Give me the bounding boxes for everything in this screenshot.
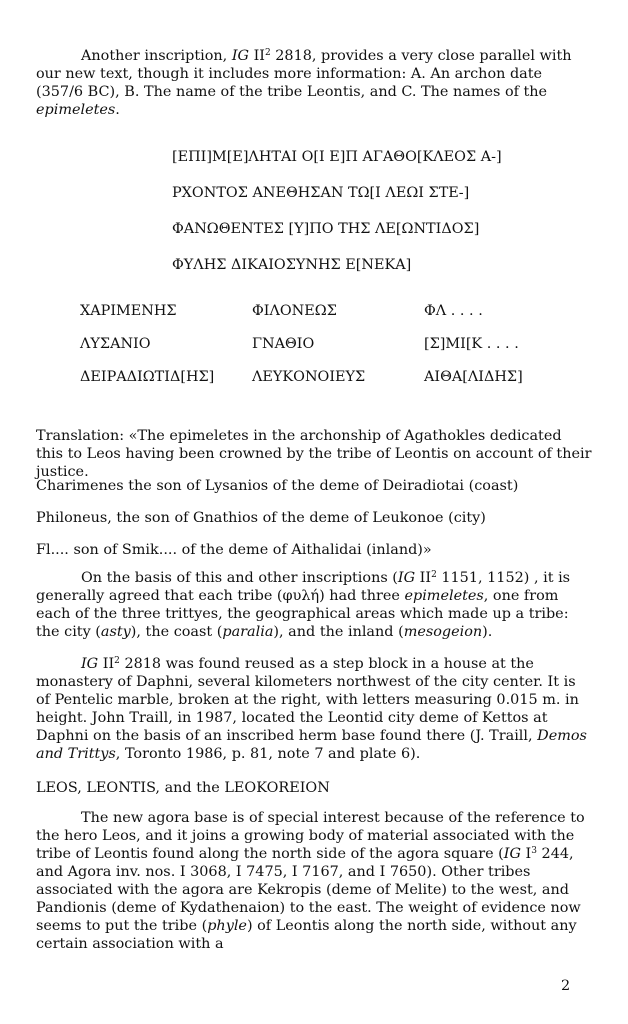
- names-column-3: [424, 302, 523, 386]
- section-heading: LEOS, LEONTIS, and the LEOKOREION: [36, 780, 330, 796]
- greek-inscription: [172, 148, 502, 274]
- greek-name: ΛΕΥΚΟΝΟΙΕΥΣ: [252, 369, 366, 385]
- translation-line: Philoneus, the son of Gnathios of the deme of Leukonoe (city): [36, 510, 486, 526]
- greek-line: [ΕΠΙ]Μ[Ε]ΛΗΤΑΙ Ο[Ι Ε]Π ΑΓΑΘΟ[ΚΛΕΟΣ Α-]: [172, 149, 502, 165]
- greek-name: ΓΝΑΘΙΟ: [252, 336, 315, 352]
- greek-name: ΦΙΛΟΝΕΩΣ: [252, 303, 337, 319]
- intro-paragraph: Another inscription, IG $II^2$ 2818, provides a very close parallel with our new text, though it includes more information: A. An archon date (357/6 BC), B. The name of the tribe Leontis, and C. The names of the epimeletes.: [36, 48, 572, 118]
- body-paragraph-1: On the basis of this and other inscriptions (IG $II^2$ 1151, 1152) , it is generally agreed that each tribe (φυλή) had three epimeletes, one from each of the three trittyes, the geographical areas which made up a tribe: the city (asty), the coast (paralia), and the inland (mesogeion).: [36, 570, 571, 640]
- translation-paragraph: Translation: «The epimeletes in the archonship of Agathokles dedicated this to Leos having been crowned by the tribe of Leontis on account of their justice.: [36, 428, 592, 480]
- greek-name: ΧΑΡΙΜΕΝΗΣ: [80, 303, 177, 319]
- greek-name: ΛΥΣΑΝΙΟ: [80, 336, 151, 352]
- names-column-2: [252, 302, 365, 386]
- names-column-1: [80, 302, 214, 386]
- greek-line: ΦΑΝΩΘΕΝΤΕΣ [Υ]ΠΟ ΤΗΣ ΛΕ[ΩΝΤΙΔΟΣ]: [172, 221, 480, 237]
- greek-name: ΔΕΙΡΑΔΙΩΤΙΔ[ΗΣ]: [80, 369, 215, 385]
- greek-name: [Σ]ΜΙ[Κ . . . .: [424, 336, 519, 352]
- greek-name: ΑΙΘΑ[ΛΙΔΗΣ]: [424, 369, 523, 385]
- greek-name: ΦΛ . . . .: [424, 303, 483, 319]
- body-paragraph-2: IG $II^2$ 2818 was found reused as a step block in a house at the monastery of Daphni, several kilometers northwest of the city center. It is of Pentelic marble, broken at the right, with letters measuring 0.015 m. in height. John Traill, in 1987, located the Leontid city deme of Kettos at Daphni on the basis of an inscribed herm base found there (J. Traill, Demos and Trittys, Toronto 1986, p. 81, note 7 and plate 6).: [36, 656, 587, 762]
- body-paragraph-3: The new agora base is of special interest because of the reference to the hero Leos, and it joins a growing body of material associated with the tribe of Leontis found along the north side of the agora square (IG $I^3$ 244, and Agora inv. nos. I 3068, I 7475, I 7167, and I 7650). Other tribes associated with the agora are Kekropis (deme of Melite) to the west, and Pandionis (deme of Kydathenaion) to the east. The weight of evidence now seems to put the tribe (phyle) of Leontis along the north side, without any certain association with a: [36, 810, 585, 952]
- page-number: 2: [561, 978, 571, 994]
- greek-line: ΡΧΟΝΤΟΣ ΑΝΕΘΗΣΑΝ ΤΩ[Ι ΛΕΩΙ ΣΤΕ-]: [172, 185, 470, 201]
- translation-line: Charimenes the son of Lysanios of the deme of Deiradiotai (coast): [36, 478, 519, 494]
- greek-line: ΦΥΛΗΣ ΔΙΚΑΙΟΣΥΝΗΣ Ε[ΝΕΚΑ]: [172, 257, 412, 273]
- translation-line: Fl.... son of Smik.... of the deme of Aithalidai (inland)»: [36, 542, 432, 558]
